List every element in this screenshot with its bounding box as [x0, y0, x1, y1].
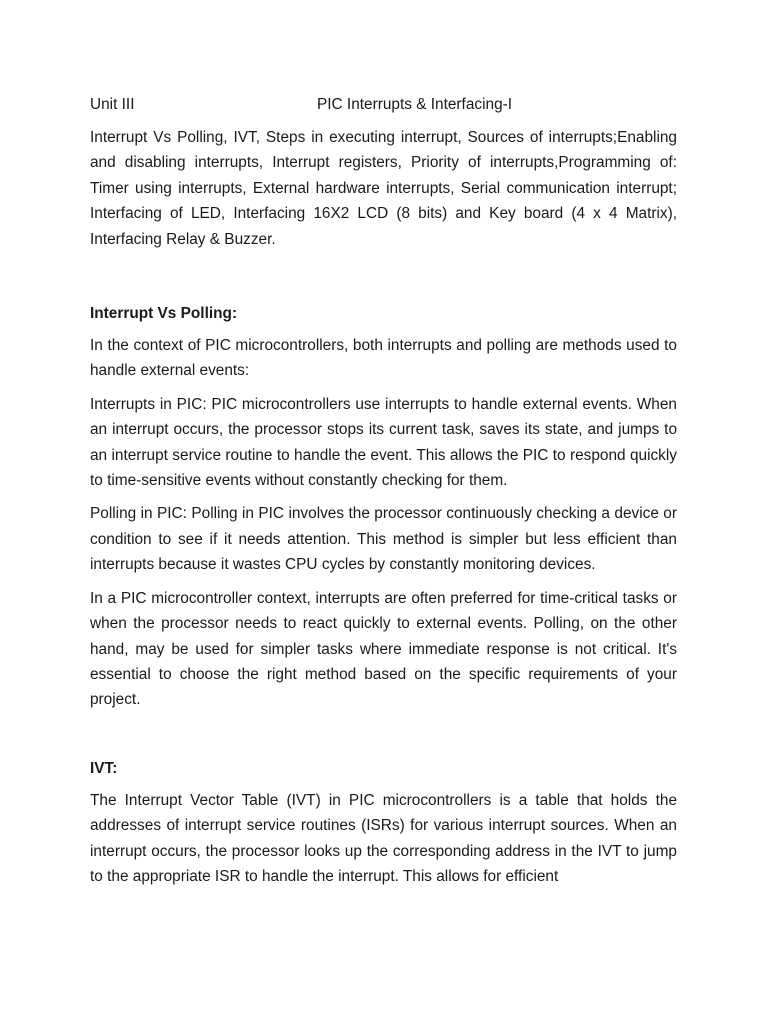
unit-label: Unit III — [90, 96, 135, 113]
syllabus-paragraph: Interrupt Vs Polling, IVT, Steps in executing interrupt, Sources of interrupts;Enabling and disabling interrupts, Interrupt registers, Priority of interrupts,Programming of: Timer using interrupts, External hardware interrupts, Serial communication interrupt; Interfacing of LED, Interfacing 16X2 LCD (8 bits) and Key board (4 x 4 Matrix), Interfacing Relay & Buzzer. — [90, 129, 677, 248]
section-heading: Interrupt Vs Polling: — [90, 305, 238, 323]
unit-header — [90, 92, 677, 118]
unit-title: PIC Interrupts & Interfacing-I — [317, 96, 513, 113]
section-interrupt-vs-polling — [90, 301, 677, 713]
paragraph: Interrupts in PIC: PIC microcontrollers use interrupts to handle external events. When an interrupt occurs, the processor stops its current task, saves its state, and jumps to an interrupt service routine to handle the event. This allows the PIC to respond quickly to time-sensitive events without constantly checking for them. — [90, 395, 677, 490]
paragraph: The Interrupt Vector Table (IVT) in PIC microcontrollers is a table that holds the addresses of interrupt service routines (ISRs) for various interrupt sources. When an interrupt occurs, the processor looks up the corresponding address in the IVT to jump to the appropriate ISR to handle the interrupt. This allows for efficient — [90, 791, 677, 885]
paragraph: In a PIC microcontroller context, interrupts are often preferred for time-critical tasks or when the processor needs to react quickly to external events. Polling, on the other hand, may be used for simpler tasks where immediate response is not critical. It's essential to choose the right method based on the specific requirements of your project. — [90, 589, 677, 709]
document-body — [90, 92, 677, 897]
paragraph: In the context of PIC microcontrollers, both interrupts and polling are methods used to handle external events: — [90, 337, 677, 380]
section-heading: IVT: — [90, 759, 118, 777]
section-ivt — [90, 756, 677, 890]
paragraph: Polling in PIC: Polling in PIC involves the processor continuously checking a device or condition to see if it needs attention. This method is simpler but less efficient than interrupts because it wastes CPU cycles by constantly monitoring devices. — [90, 505, 677, 574]
